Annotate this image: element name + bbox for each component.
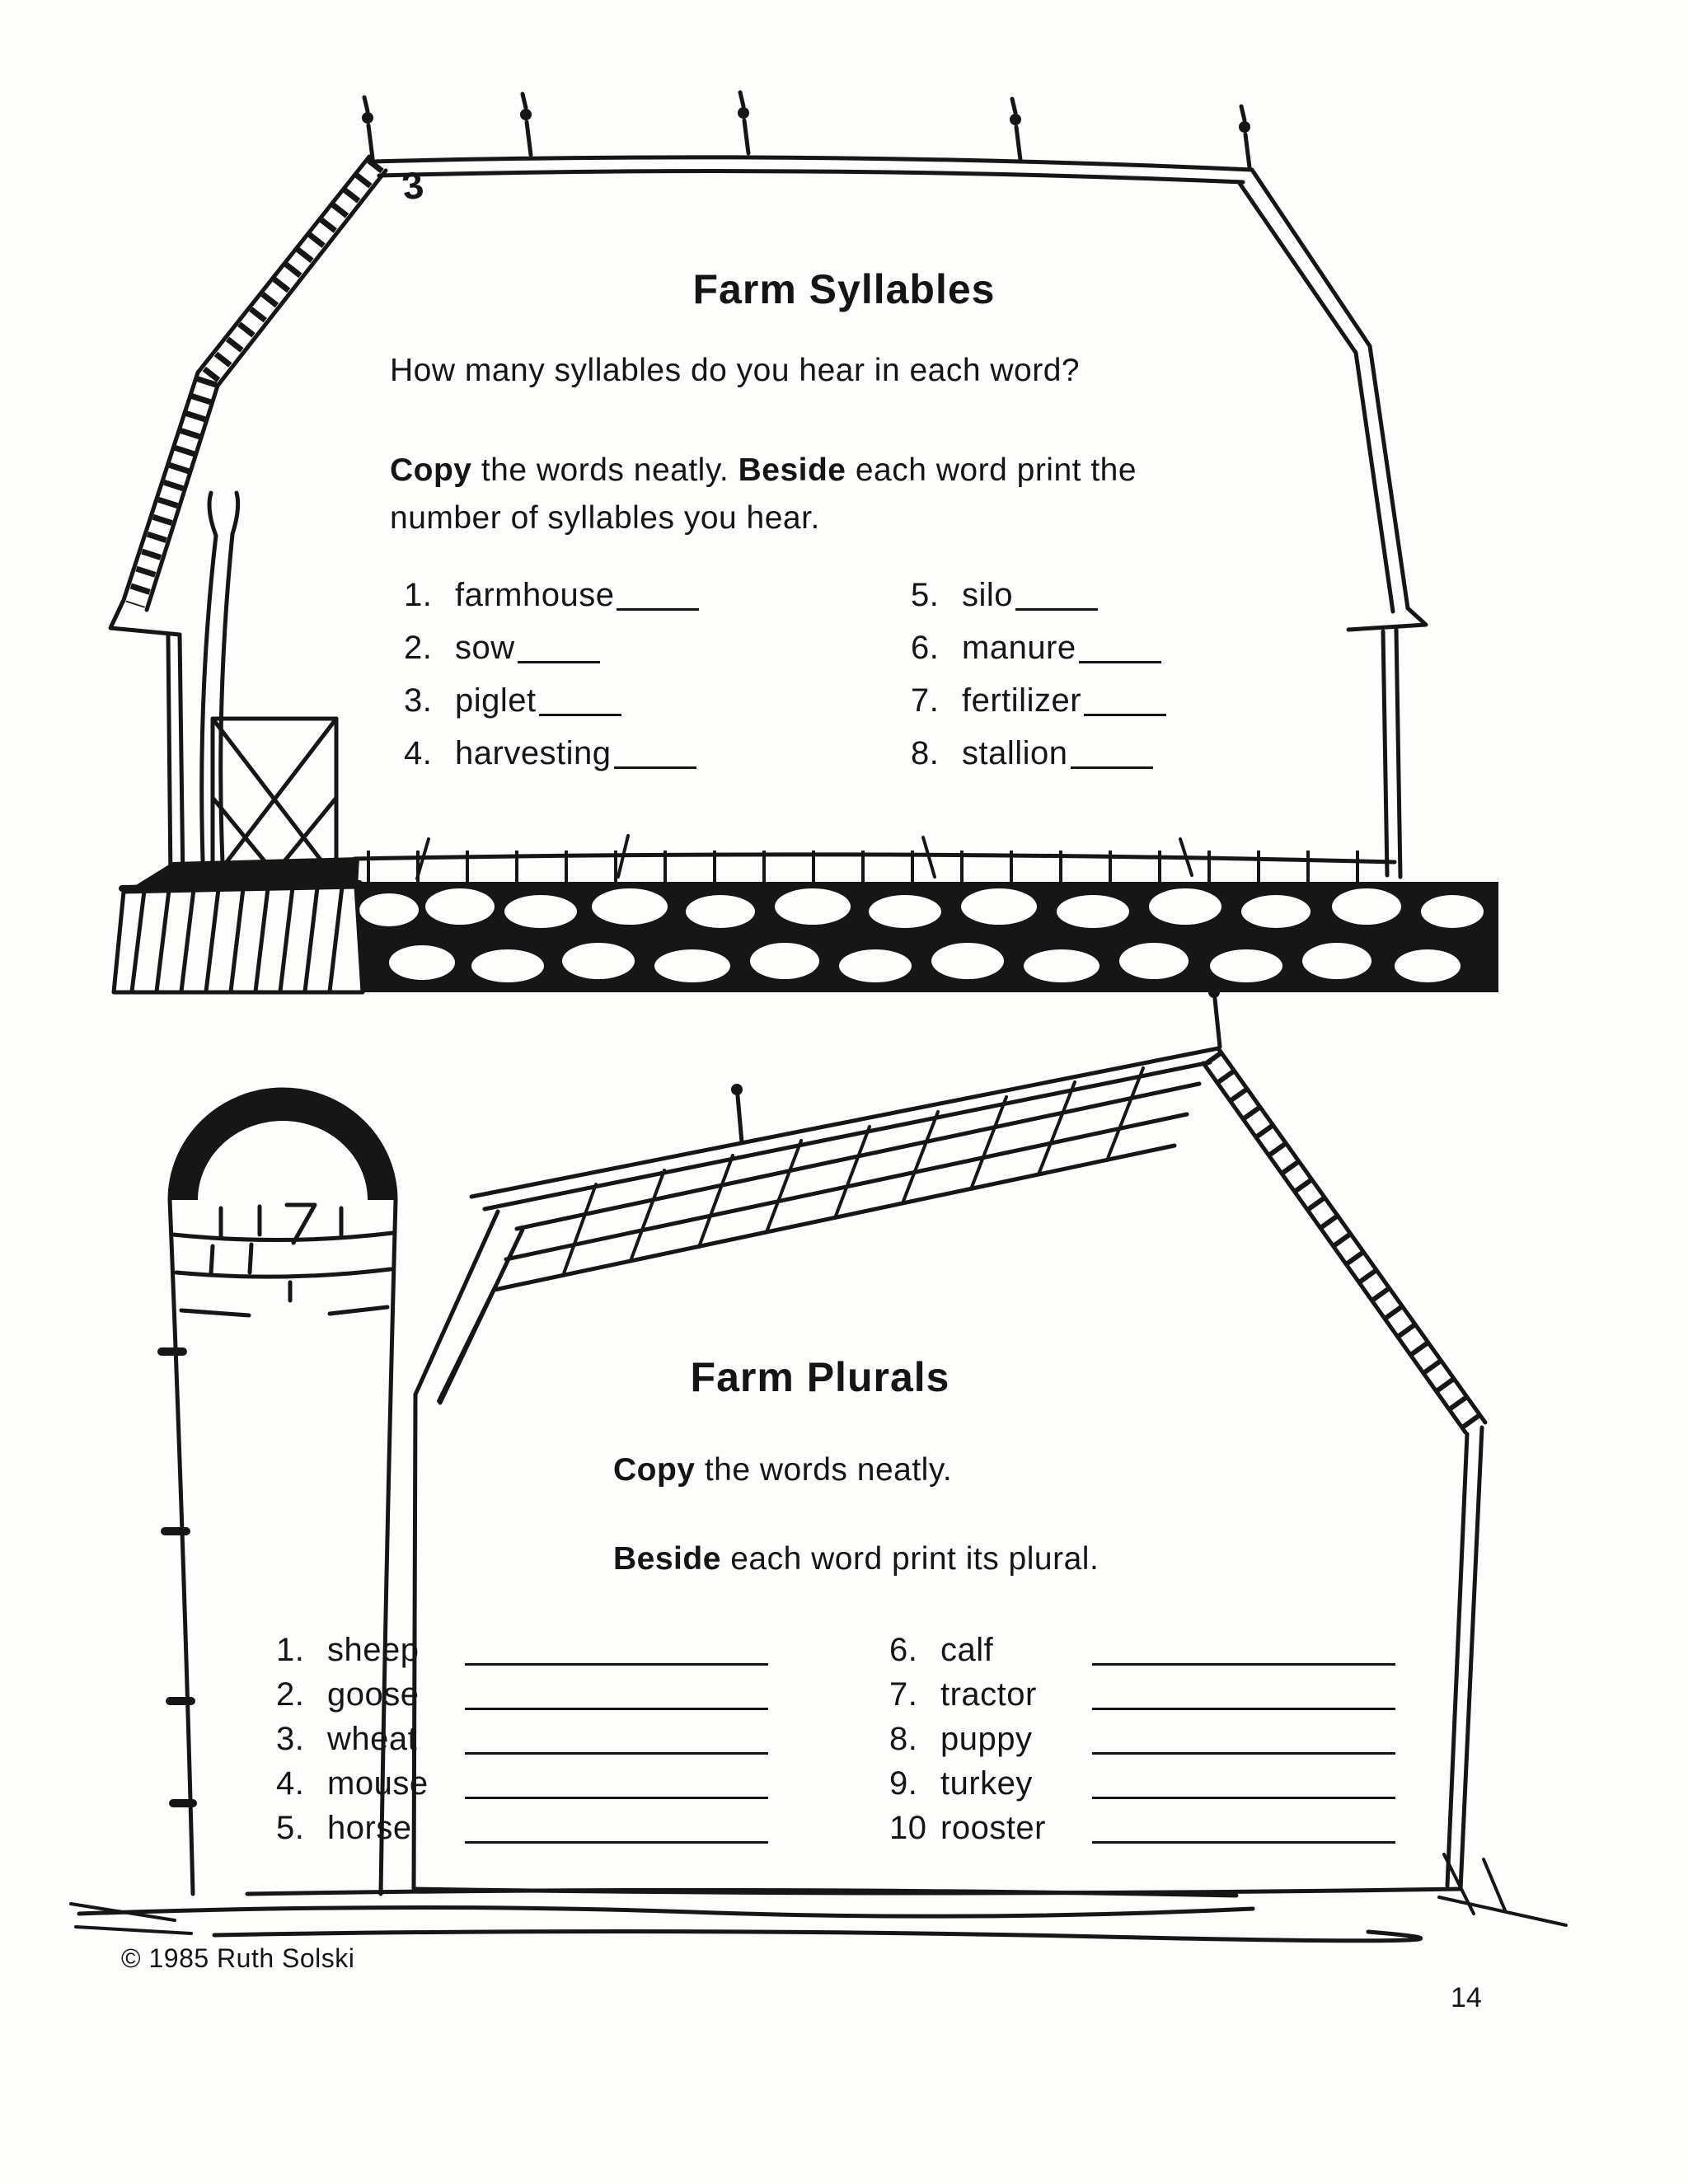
plurals-title: Farm Plurals <box>690 1354 950 1400</box>
answer-blank[interactable] <box>1071 742 1153 769</box>
word: silo <box>962 577 1014 613</box>
answer-blank[interactable] <box>465 1638 768 1666</box>
word: turkey <box>940 1765 1033 1802</box>
list-item: 6. calf <box>889 1632 1395 1676</box>
answer-blank[interactable] <box>465 1816 768 1844</box>
word: rooster <box>940 1810 1046 1846</box>
list-item: 1. farmhouse <box>404 577 699 630</box>
word: puppy <box>940 1721 1033 1757</box>
word: mouse <box>327 1765 429 1802</box>
plurals-copy-line: Copy the words neatly. <box>613 1452 953 1488</box>
syllables-instructions: Copy the words neatly. Beside each word print the number of syllables you hear. <box>390 452 1137 536</box>
list-item: 5. silo <box>911 577 1166 630</box>
word: manure <box>962 630 1076 666</box>
answer-blank[interactable] <box>1092 1638 1395 1666</box>
answer-blank[interactable] <box>1092 1772 1395 1799</box>
list-item: 5. horse <box>276 1810 768 1854</box>
word: harvesting <box>455 735 612 771</box>
answer-blank[interactable] <box>617 583 699 611</box>
list-item: 4. harvesting <box>404 735 699 788</box>
answer-blank[interactable] <box>539 689 621 716</box>
plurals-list-left <box>276 1632 768 1854</box>
plurals-beside-line: Beside each word print its plural. <box>613 1541 1100 1577</box>
beside-bold: Beside <box>613 1541 721 1577</box>
word: tractor <box>940 1676 1037 1713</box>
list-item: 7. tractor <box>889 1676 1395 1721</box>
answer-blank[interactable] <box>614 742 696 769</box>
list-item: 2. goose <box>276 1676 768 1721</box>
list-item: 4. mouse <box>276 1765 768 1810</box>
answer-blank[interactable] <box>1092 1683 1395 1710</box>
answer-blank[interactable] <box>1079 636 1161 663</box>
answer-blank[interactable] <box>1084 689 1166 716</box>
list-item: 3. wheat <box>276 1721 768 1765</box>
word: stallion <box>962 735 1068 771</box>
answer-blank[interactable] <box>1092 1727 1395 1755</box>
page-number: 14 <box>1451 1982 1482 2013</box>
word: sheep <box>327 1632 420 1668</box>
answer-blank[interactable] <box>465 1772 768 1799</box>
roof-annotation: 3 <box>399 162 427 209</box>
list-item: 6. manure <box>911 630 1166 682</box>
syllables-question: How many syllables do you hear in each word? <box>390 353 1081 388</box>
answer-blank[interactable] <box>518 636 600 663</box>
instr-bold-copy: Copy <box>390 452 472 488</box>
answer-blank[interactable] <box>465 1727 768 1755</box>
word: fertilizer <box>962 682 1082 719</box>
list-item: 8. puppy <box>889 1721 1395 1765</box>
syllables-list-left <box>404 577 699 788</box>
word: horse <box>327 1810 412 1846</box>
instr-bold-beside: Beside <box>738 452 846 488</box>
word: farmhouse <box>455 577 615 613</box>
answer-blank[interactable] <box>465 1683 768 1710</box>
list-item: 1. sheep <box>276 1632 768 1676</box>
answer-blank[interactable] <box>1092 1816 1395 1844</box>
answer-blank[interactable] <box>1015 583 1098 611</box>
word: goose <box>327 1676 420 1713</box>
syllables-title: Farm Syllables <box>692 266 996 312</box>
copy-bold: Copy <box>613 1452 696 1488</box>
syllables-list-right <box>911 577 1166 788</box>
word: piglet <box>455 682 537 719</box>
list-item: 2. sow <box>404 630 699 682</box>
copyright-notice: © 1985 Ruth Solski <box>121 1943 355 1973</box>
list-item: 3. piglet <box>404 682 699 735</box>
list-item: 9. turkey <box>889 1765 1395 1810</box>
list-item: 7. fertilizer <box>911 682 1166 735</box>
plurals-list-right <box>889 1632 1395 1854</box>
word: sow <box>455 630 515 666</box>
list-item: 10 rooster <box>889 1810 1395 1854</box>
word: calf <box>940 1632 994 1668</box>
word: wheat <box>327 1721 418 1757</box>
list-item: 8. stallion <box>911 735 1166 788</box>
